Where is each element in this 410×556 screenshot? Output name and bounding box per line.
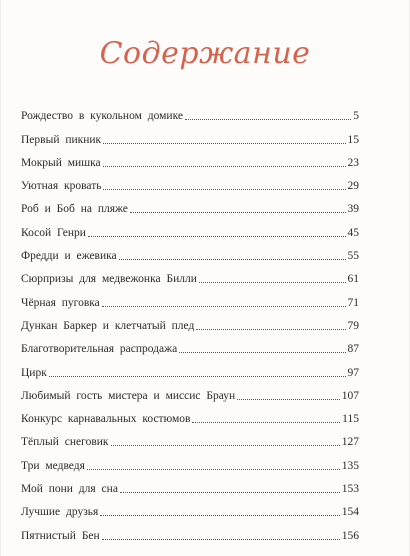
toc-entry (21, 426, 359, 449)
toc-entry-page: 115 (342, 413, 359, 426)
toc-leader-dots (103, 166, 346, 167)
toc-entry (21, 216, 359, 239)
toc-entry-page: 23 (347, 156, 359, 169)
toc-entry-page: 154 (341, 506, 359, 519)
toc-leader-dots (103, 143, 345, 144)
toc-entry-title: Чёрная пуговка (21, 296, 100, 309)
toc-leader-dots (199, 282, 346, 283)
toc-leader-dots (196, 329, 345, 330)
toc-entry (21, 496, 359, 519)
toc-entry-title: Мой пони для сна (21, 483, 118, 496)
toc-entry (21, 263, 359, 286)
toc-entry-page: 55 (347, 250, 359, 263)
toc-leader-dots (103, 189, 345, 190)
toc-entry (21, 310, 359, 333)
toc-entry-title: Пятнистый Бен (21, 529, 100, 542)
toc-entry-title: Роб и Боб на пляже (21, 203, 128, 216)
toc-entry-page: 45 (347, 226, 359, 239)
toc-leader-dots (119, 259, 346, 260)
toc-entry (21, 100, 359, 123)
toc-entry-page: 71 (347, 296, 359, 309)
toc-leader-dots (87, 469, 340, 470)
table-of-contents (21, 100, 359, 543)
toc-entry-page: 156 (341, 529, 359, 542)
toc-entry-title: Любимый гость мистера и миссис Браун (21, 389, 236, 402)
toc-entry-page: 29 (347, 180, 359, 193)
toc-entry-page: 5 (353, 110, 359, 123)
toc-entry-page: 107 (341, 389, 359, 402)
toc-entry-title: Конкурс карнавальных костюмов (21, 413, 191, 426)
toc-entry-title: Мокрый мишка (21, 156, 101, 169)
toc-entry-page: 15 (347, 133, 359, 146)
toc-entry (21, 240, 359, 263)
toc-leader-dots (100, 515, 339, 516)
toc-entry-title: Три медведя (21, 459, 85, 472)
toc-entry-page: 39 (347, 203, 359, 216)
toc-entry-title: Сюрпризы для медвежонка Билли (21, 273, 197, 286)
toc-entry (21, 356, 359, 379)
toc-entry-title: Косой Генри (21, 226, 86, 239)
toc-entry-page: 61 (347, 273, 359, 286)
toc-entry-page: 87 (347, 343, 359, 356)
toc-leader-dots (88, 236, 346, 237)
toc-leader-dots (49, 376, 346, 377)
toc-leader-dots (185, 119, 351, 120)
toc-leader-dots (130, 212, 346, 213)
toc-entry-page: 79 (347, 319, 359, 332)
toc-entry-title: Уютная кровать (21, 180, 102, 193)
toc-entry-page: 127 (341, 436, 359, 449)
toc-entry-title: Благотворительная распродажа (21, 343, 178, 356)
toc-entry (21, 123, 359, 146)
toc-leader-dots (111, 445, 340, 446)
page-title: Содержание (99, 36, 311, 71)
toc-entry (21, 473, 359, 496)
toc-entry-page: 135 (341, 459, 359, 472)
toc-entry (21, 333, 359, 356)
toc-entry (21, 403, 359, 426)
toc-leader-dots (102, 539, 340, 540)
toc-entry (21, 170, 359, 193)
toc-entry (21, 519, 359, 542)
toc-entry-title: Цирк (21, 366, 47, 379)
toc-entry (21, 193, 359, 216)
toc-entry-page: 153 (341, 483, 359, 496)
toc-entry-title: Рождество в кукольном домике (21, 110, 183, 123)
toc-leader-dots (179, 352, 345, 353)
toc-entry (21, 286, 359, 309)
toc-entry-title: Фредди и ежевика (21, 250, 117, 263)
toc-entry (21, 147, 359, 170)
toc-entry-title: Первый пикник (21, 133, 102, 146)
toc-leader-dots (120, 492, 340, 493)
toc-entry (21, 449, 359, 472)
toc-entry (21, 380, 359, 403)
toc-leader-dots (237, 399, 340, 400)
toc-entry-title: Лучшие друзья (21, 506, 99, 519)
toc-leader-dots (102, 306, 346, 307)
toc-entry-title: Дункан Баркер и клетчатый плед (21, 319, 195, 332)
toc-entry-title: Тёплый снеговик (21, 436, 109, 449)
toc-entry-page: 97 (347, 366, 359, 379)
toc-leader-dots (192, 422, 340, 423)
